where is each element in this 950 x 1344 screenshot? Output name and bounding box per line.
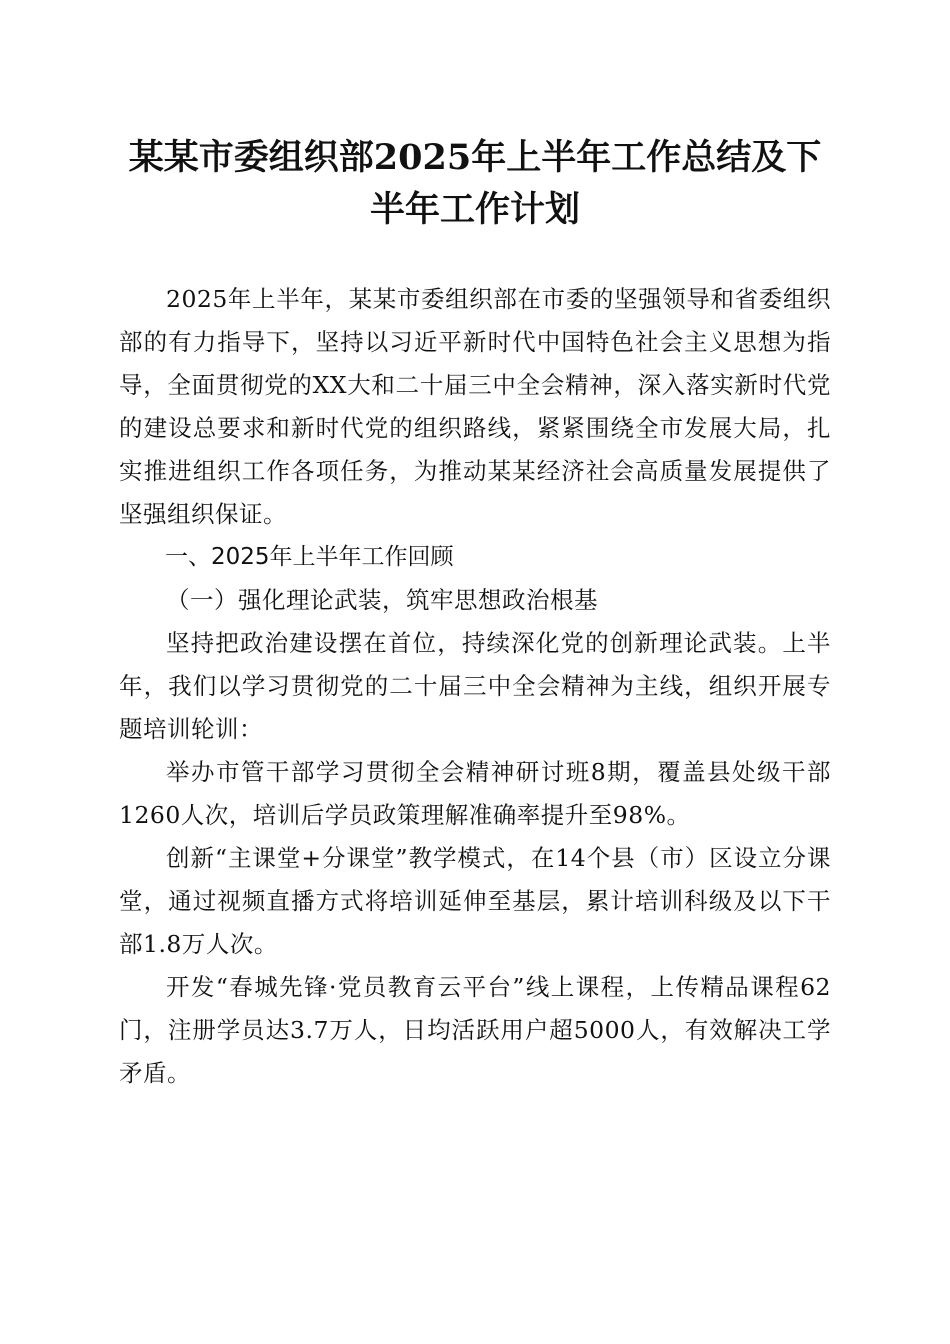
body-paragraph-2: 举办市管干部学习贯彻全会精神研讨班8期，覆盖县处级干部1260人次，培训后学员政策理解准确率提升至98%。 — [119, 758, 831, 829]
document-title — [100, 132, 850, 236]
subsection-heading-1: （一）强化理论武装，筑牢思想政治根基 — [166, 586, 598, 614]
body-paragraph-1: 坚持把政治建设摆在首位，持续深化党的创新理论武装。上半年，我们以学习贯彻党的二十届三中全会精神为主线，组织开展专题培训轮训： — [119, 629, 831, 743]
body-paragraph-4: 开发“春城先锋·党员教育云平台”线上课程，上传精品课程62门，注册学员达3.7万人，日均活跃用户超5000人，有效解决工学矛盾。 — [119, 973, 831, 1087]
title-line-1: 某某市委组织部2025年上半年工作总结及下 — [128, 137, 822, 178]
title-line-2: 半年工作计划 — [369, 189, 580, 230]
section-heading-1: 一、2025年上半年工作回顾 — [165, 544, 454, 570]
intro-paragraph: 2025年上半年，某某市委组织部在市委的坚强领导和省委组织部的有力指导下，坚持以习近平新时代中国特色社会主义思想为指导，全面贯彻党的XX大和二十届三中全会精神，深入落实新时代党的建设总要求和新时代党的组织路线，紧紧围绕全市发展大局，扎实推进组织工作各项任务，为推动某某经济社会高质量发展提供了坚强组织保证。 — [119, 285, 831, 528]
document-body — [119, 278, 831, 1095]
body-paragraph-3: 创新“主课堂+分课堂”教学模式，在14个县（市）区设立分课堂，通过视频直播方式将培训延伸至基层，累计培训科级及以下干部1.8万人次。 — [119, 844, 831, 958]
